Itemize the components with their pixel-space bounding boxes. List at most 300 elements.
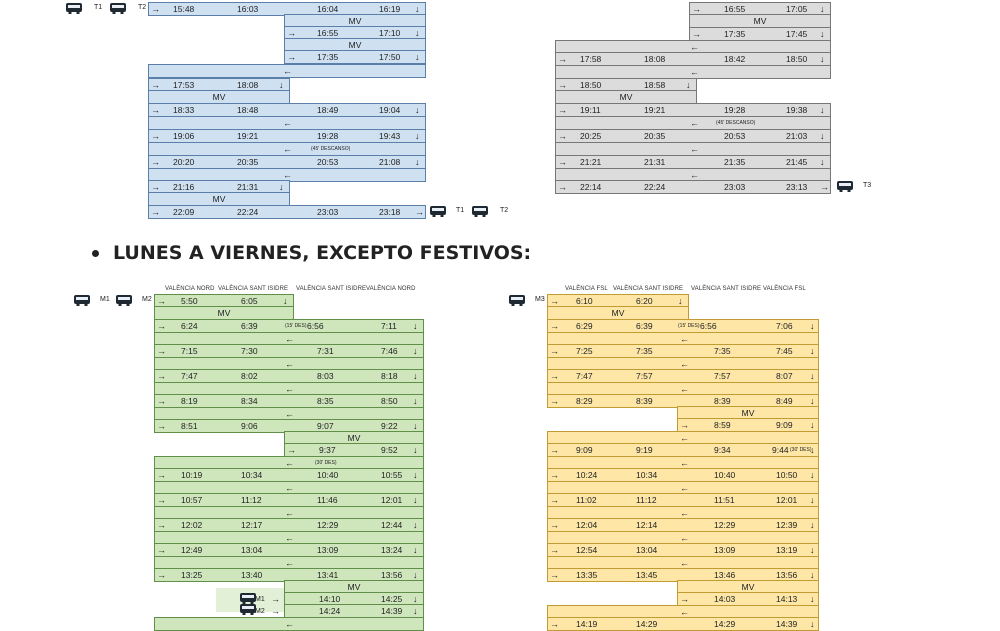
arrow-right-icon: →	[558, 131, 567, 141]
arrow-left-icon: ←	[285, 619, 294, 629]
time-cell: 19:21	[237, 131, 259, 141]
arrow-down-icon: ↓	[678, 296, 683, 306]
time-cell: 7:31	[317, 346, 334, 356]
table-row	[547, 493, 819, 507]
arrow-right-icon: →	[550, 619, 559, 629]
time-cell: 7:25	[576, 346, 593, 356]
time-cell: 7:47	[576, 371, 593, 381]
time-cell: 12:17	[241, 520, 263, 530]
time-cell: 22:09	[173, 207, 195, 217]
time-cell: 13:04	[241, 545, 263, 555]
table-row	[148, 103, 426, 117]
arrow-left-icon: ←	[285, 508, 294, 518]
time-cell: 16:55	[724, 4, 746, 14]
arrow-left-icon: ←	[680, 558, 689, 568]
gray-schedule-table	[555, 0, 885, 200]
blue-schedule-table	[60, 0, 520, 222]
time-cell: 18:08	[237, 80, 259, 90]
time-cell: 13:56	[381, 570, 403, 580]
label-t1: T1	[94, 4, 103, 11]
time-cell: 8:35	[317, 396, 334, 406]
time-cell: 12:14	[636, 520, 658, 530]
column-header: VALÈNCIA NORD	[366, 286, 416, 292]
time-cell: 13:09	[317, 545, 339, 555]
arrow-down-icon: ↓	[415, 105, 420, 115]
table-row	[555, 155, 831, 169]
table-row	[547, 443, 819, 457]
section-title: LUNES A VIERNES, EXCEPTO FESTIVOS:	[113, 242, 532, 264]
time-cell: 19:21	[644, 105, 666, 115]
time-cell: 12:29	[714, 520, 736, 530]
arrow-down-icon: ↓	[810, 520, 815, 530]
label-m3: M3	[535, 296, 545, 303]
time-cell: 17:53	[173, 80, 195, 90]
arrow-left-icon: ←	[283, 66, 292, 76]
arrow-left-icon: ←	[285, 359, 294, 369]
time-cell: 18:48	[237, 105, 259, 115]
table-row	[255, 604, 424, 618]
time-cell: 13:35	[576, 570, 598, 580]
time-cell: 8:49	[776, 396, 793, 406]
arrow-right-icon: →	[550, 570, 559, 580]
time-cell: 12:29	[317, 520, 339, 530]
time-cell: 14:29	[636, 619, 658, 629]
bus-icon	[430, 206, 446, 215]
table-row	[555, 103, 831, 117]
label-t3: T3	[863, 182, 872, 189]
time-cell: 12:04	[576, 520, 598, 530]
arrow-down-icon: ↓	[810, 619, 815, 629]
table-row	[677, 592, 819, 606]
time-cell: 20:20	[173, 157, 195, 167]
arrow-right-icon: →	[157, 570, 166, 580]
time-cell: 13:45	[636, 570, 658, 580]
time-cell: 16:04	[317, 4, 339, 14]
table-row	[154, 394, 424, 408]
column-header: VALÈNCIA FSL	[763, 286, 806, 292]
time-cell: 5:50	[181, 296, 198, 306]
mv-label: MV	[741, 582, 755, 592]
arrow-right-icon: →	[157, 421, 166, 431]
time-cell: 17:58	[580, 54, 602, 64]
time-cell: 21:31	[644, 157, 666, 167]
time-cell: 12:01	[776, 495, 798, 505]
time-cell: 7:57	[714, 371, 731, 381]
time-cell: 19:28	[317, 131, 339, 141]
time-cell: 9:44	[772, 445, 789, 455]
bus-icon	[74, 295, 90, 304]
table-row	[148, 205, 426, 219]
time-cell: 16:55	[317, 28, 339, 38]
time-cell: 14:39	[381, 606, 403, 616]
arrow-left-icon: ←	[680, 384, 689, 394]
arrow-left-icon: ←	[285, 533, 294, 543]
time-cell: 17:05	[786, 4, 808, 14]
time-cell: 16:03	[237, 4, 259, 14]
time-cell: 17:50	[379, 52, 401, 62]
arrow-down-icon: ↓	[415, 157, 420, 167]
time-cell: 12:44	[381, 520, 403, 530]
time-cell: 8:02	[241, 371, 258, 381]
time-cell: 15:48	[173, 4, 195, 14]
arrow-left-icon: ←	[680, 359, 689, 369]
arrow-right-icon: →	[692, 29, 701, 39]
arrow-right-icon: →	[151, 80, 160, 90]
time-cell: 6:05	[241, 296, 258, 306]
time-cell: 10:24	[576, 470, 598, 480]
time-cell: 10:34	[241, 470, 263, 480]
arrow-right-icon: →	[157, 371, 166, 381]
mv-label: MV	[619, 92, 633, 102]
table-row	[154, 319, 424, 333]
arrow-right-icon: →	[820, 182, 829, 192]
table-row	[154, 493, 424, 507]
arrow-down-icon: ↓	[413, 445, 418, 455]
time-cell: 21:03	[786, 131, 808, 141]
label-m2: M2	[255, 608, 265, 615]
time-cell: 23:18	[379, 207, 401, 217]
bus-icon	[240, 604, 256, 613]
time-cell: 22:24	[237, 207, 259, 217]
arrow-down-icon: ↓	[283, 296, 288, 306]
table-row	[148, 155, 426, 169]
time-cell: 11:12	[636, 495, 657, 505]
table-row	[154, 468, 424, 482]
column-header: VALÈNCIA NORD	[165, 286, 215, 292]
time-cell: 11:51	[714, 495, 735, 505]
arrow-right-icon: →	[151, 182, 160, 192]
arrow-left-icon: ←	[285, 483, 294, 493]
label-t1: T1	[456, 207, 465, 214]
time-cell: 17:10	[379, 28, 401, 38]
return-row	[148, 116, 426, 130]
arrow-down-icon: ↓	[415, 52, 420, 62]
mv-label: MV	[611, 308, 625, 318]
arrow-left-icon: ←	[680, 433, 689, 443]
rest-note: (15' DES)	[285, 323, 307, 329]
arrow-down-icon: ↓	[413, 470, 418, 480]
table-row	[154, 369, 424, 383]
time-cell: 8:39	[636, 396, 653, 406]
time-cell: 13:25	[181, 570, 203, 580]
return-row	[555, 116, 831, 130]
time-cell: 19:43	[379, 131, 401, 141]
time-cell: 14:03	[714, 594, 736, 604]
table-row	[547, 369, 819, 383]
arrow-right-icon: →	[157, 346, 166, 356]
mv-label: MV	[217, 308, 231, 318]
table-row	[154, 518, 424, 532]
column-header: VALÈNCIA SANT ISIDRE	[613, 286, 684, 292]
arrow-right-icon: →	[271, 606, 280, 616]
time-cell: 10:40	[714, 470, 736, 480]
time-cell: 11:02	[576, 495, 597, 505]
time-cell: 12:02	[181, 520, 203, 530]
arrow-left-icon: ←	[285, 458, 294, 468]
time-cell: 6:56	[307, 321, 324, 331]
column-header: VALÈNCIA SANT ISIDRE	[691, 286, 762, 292]
yellow-schedule-table	[505, 284, 825, 629]
arrow-right-icon: →	[558, 182, 567, 192]
mv-row	[689, 14, 831, 28]
time-cell: 8:59	[714, 420, 731, 430]
arrow-right-icon: →	[151, 4, 160, 14]
arrow-left-icon: ←	[285, 409, 294, 419]
arrow-left-icon: ←	[283, 170, 292, 180]
column-header: VALÈNCIA SANT ISIDRE	[218, 286, 289, 292]
arrow-right-icon: →	[287, 28, 296, 38]
bullet	[92, 250, 99, 257]
time-cell: 19:11	[580, 105, 601, 115]
arrow-down-icon: ↓	[413, 321, 418, 331]
column-header: VALÈNCIA SANT ISIDRE	[296, 286, 367, 292]
time-cell: 9:06	[241, 421, 258, 431]
time-cell: 7:35	[714, 346, 731, 356]
time-cell: 18:42	[724, 54, 746, 64]
table-row	[555, 52, 831, 66]
table-row	[547, 617, 819, 631]
time-cell: 11:46	[317, 495, 338, 505]
mv-row	[148, 192, 290, 206]
time-cell: 6:20	[636, 296, 653, 306]
arrow-right-icon: →	[550, 371, 559, 381]
arrow-down-icon: ↓	[810, 570, 815, 580]
arrow-right-icon: →	[157, 296, 166, 306]
time-cell: 20:53	[317, 157, 339, 167]
time-cell: 7:11	[381, 321, 397, 331]
arrow-left-icon: ←	[680, 458, 689, 468]
arrow-right-icon: →	[271, 594, 280, 604]
time-cell: 7:46	[381, 346, 398, 356]
time-cell: 6:24	[181, 321, 198, 331]
arrow-right-icon: →	[550, 520, 559, 530]
label-t2: T2	[500, 207, 509, 214]
mv-label: MV	[212, 194, 226, 204]
time-cell: 8:51	[181, 421, 198, 431]
time-cell: 8:29	[576, 396, 593, 406]
arrow-down-icon: ↓	[820, 29, 825, 39]
arrow-left-icon: ←	[285, 334, 294, 344]
time-cell: 16:19	[379, 4, 401, 14]
arrow-right-icon: →	[550, 396, 559, 406]
mv-label: MV	[348, 16, 362, 26]
rest-note: (15' DES)	[678, 323, 700, 329]
arrow-right-icon: →	[550, 296, 559, 306]
arrow-right-icon: →	[287, 52, 296, 62]
time-cell: 8:07	[776, 371, 793, 381]
time-cell: 14:39	[776, 619, 798, 629]
arrow-down-icon: ↓	[810, 371, 815, 381]
time-cell: 7:57	[636, 371, 653, 381]
arrow-right-icon: →	[157, 396, 166, 406]
arrow-down-icon: ↓	[413, 570, 418, 580]
table-row	[154, 344, 424, 358]
time-cell: 18:50	[786, 54, 808, 64]
arrow-right-icon: →	[558, 54, 567, 64]
time-cell: 18:49	[317, 105, 339, 115]
arrow-down-icon: ↓	[413, 346, 418, 356]
time-cell: 13:56	[776, 570, 798, 580]
rest-note: (30' DES)	[790, 447, 812, 453]
arrow-down-icon: ↓	[279, 80, 284, 90]
arrow-down-icon: ↓	[686, 80, 691, 90]
arrow-down-icon: ↓	[413, 520, 418, 530]
time-cell: 23:03	[317, 207, 339, 217]
arrow-right-icon: →	[680, 594, 689, 604]
arrow-left-icon: ←	[690, 118, 699, 128]
arrow-right-icon: →	[550, 321, 559, 331]
time-cell: 13:09	[714, 545, 736, 555]
bus-icon	[837, 181, 853, 190]
table-row	[547, 543, 819, 557]
arrow-right-icon: →	[157, 520, 166, 530]
column-header: VALÈNCIA FSL	[565, 286, 608, 292]
time-cell: 10:55	[381, 470, 403, 480]
time-cell: 19:38	[786, 105, 808, 115]
table-row	[154, 543, 424, 557]
table-row	[547, 468, 819, 482]
table-row	[284, 443, 424, 457]
arrow-down-icon: ↓	[279, 182, 284, 192]
time-cell: 20:35	[644, 131, 666, 141]
arrow-down-icon: ↓	[413, 545, 418, 555]
arrow-down-icon: ↓	[415, 4, 420, 14]
table-row	[689, 27, 831, 41]
mv-label: MV	[347, 582, 361, 592]
arrow-right-icon: →	[151, 105, 160, 115]
time-cell: 6:29	[576, 321, 593, 331]
bus-icon	[116, 295, 132, 304]
mv-row	[555, 90, 697, 104]
label-m2: M2	[142, 296, 152, 303]
table-row	[555, 129, 831, 143]
arrow-down-icon: ↓	[820, 54, 825, 64]
time-cell: 23:03	[724, 182, 746, 192]
arrow-right-icon: →	[558, 80, 567, 90]
time-cell: 8:03	[317, 371, 334, 381]
time-cell: 6:39	[636, 321, 653, 331]
time-cell: 7:30	[241, 346, 258, 356]
time-cell: 21:21	[580, 157, 602, 167]
time-cell: 13:04	[636, 545, 658, 555]
time-cell: 6:10	[576, 296, 593, 306]
arrow-down-icon: ↓	[810, 346, 815, 356]
table-row	[547, 319, 819, 333]
time-cell: 18:58	[644, 80, 666, 90]
time-cell: 12:01	[381, 495, 403, 505]
time-cell: 17:35	[317, 52, 339, 62]
time-cell: 19:28	[724, 105, 746, 115]
time-cell: 8:19	[181, 396, 198, 406]
time-cell: 22:24	[644, 182, 666, 192]
arrow-right-icon: →	[550, 346, 559, 356]
arrow-left-icon: ←	[285, 384, 294, 394]
time-cell: 10:57	[181, 495, 203, 505]
arrow-down-icon: ↓	[413, 594, 418, 604]
bus-icon	[509, 295, 525, 304]
table-row	[284, 50, 426, 64]
time-cell: 7:45	[776, 346, 793, 356]
mv-label: MV	[212, 92, 226, 102]
time-cell: 7:15	[181, 346, 198, 356]
arrow-down-icon: ↓	[413, 495, 418, 505]
return-row	[154, 617, 424, 631]
arrow-left-icon: ←	[283, 118, 292, 128]
table-row	[547, 344, 819, 358]
time-cell: 13:40	[241, 570, 263, 580]
time-cell: 9:37	[319, 445, 336, 455]
time-cell: 6:39	[241, 321, 258, 331]
arrow-right-icon: →	[558, 105, 567, 115]
arrow-right-icon: →	[550, 495, 559, 505]
bus-icon	[66, 3, 82, 12]
time-cell: 7:06	[776, 321, 793, 331]
rest-note: (45' DESCANSO)	[311, 146, 351, 152]
arrow-right-icon: →	[157, 470, 166, 480]
arrow-down-icon: ↓	[810, 470, 815, 480]
arrow-left-icon: ←	[690, 42, 699, 52]
label-t2: T2	[138, 4, 147, 11]
bus-icon	[110, 3, 126, 12]
arrow-right-icon: →	[157, 495, 166, 505]
arrow-left-icon: ←	[690, 144, 699, 154]
arrow-left-icon: ←	[680, 533, 689, 543]
rest-note: (45' DESCANSO)	[716, 120, 756, 126]
time-cell: 14:19	[576, 619, 598, 629]
time-cell: 12:49	[181, 545, 203, 555]
time-cell: 14:25	[381, 594, 403, 604]
mv-label: MV	[753, 16, 767, 26]
time-cell: 8:34	[241, 396, 258, 406]
time-cell: 9:52	[381, 445, 398, 455]
arrow-left-icon: ←	[690, 170, 699, 180]
time-cell: 11:12	[241, 495, 262, 505]
arrow-left-icon: ←	[283, 144, 292, 154]
arrow-right-icon: →	[550, 470, 559, 480]
time-cell: 9:07	[317, 421, 334, 431]
arrow-down-icon: ↓	[820, 157, 825, 167]
time-cell: 13:24	[381, 545, 403, 555]
time-cell: 21:45	[786, 157, 808, 167]
time-cell: 14:29	[714, 619, 736, 629]
arrow-down-icon: ↓	[413, 421, 418, 431]
arrow-right-icon: →	[680, 420, 689, 430]
arrow-down-icon: ↓	[820, 131, 825, 141]
time-cell: 8:50	[381, 396, 398, 406]
time-cell: 19:06	[173, 131, 195, 141]
mv-row	[547, 306, 689, 320]
time-cell: 9:09	[776, 420, 793, 430]
arrow-right-icon: →	[151, 157, 160, 167]
time-cell: 21:31	[237, 182, 259, 192]
time-cell: 10:50	[776, 470, 798, 480]
arrow-right-icon: →	[550, 445, 559, 455]
arrow-right-icon: →	[151, 207, 160, 217]
time-cell: 21:35	[724, 157, 746, 167]
mv-row	[148, 90, 290, 104]
time-cell: 18:08	[644, 54, 666, 64]
time-cell: 21:08	[379, 157, 401, 167]
arrow-right-icon: →	[558, 157, 567, 167]
arrow-left-icon: ←	[285, 558, 294, 568]
arrow-down-icon: ↓	[810, 495, 815, 505]
label-m1: M1	[255, 596, 265, 603]
time-cell: 17:45	[786, 29, 808, 39]
arrow-down-icon: ↓	[413, 396, 418, 406]
time-cell: 23:13	[786, 182, 808, 192]
time-cell: 17:35	[724, 29, 746, 39]
arrow-down-icon: ↓	[413, 371, 418, 381]
